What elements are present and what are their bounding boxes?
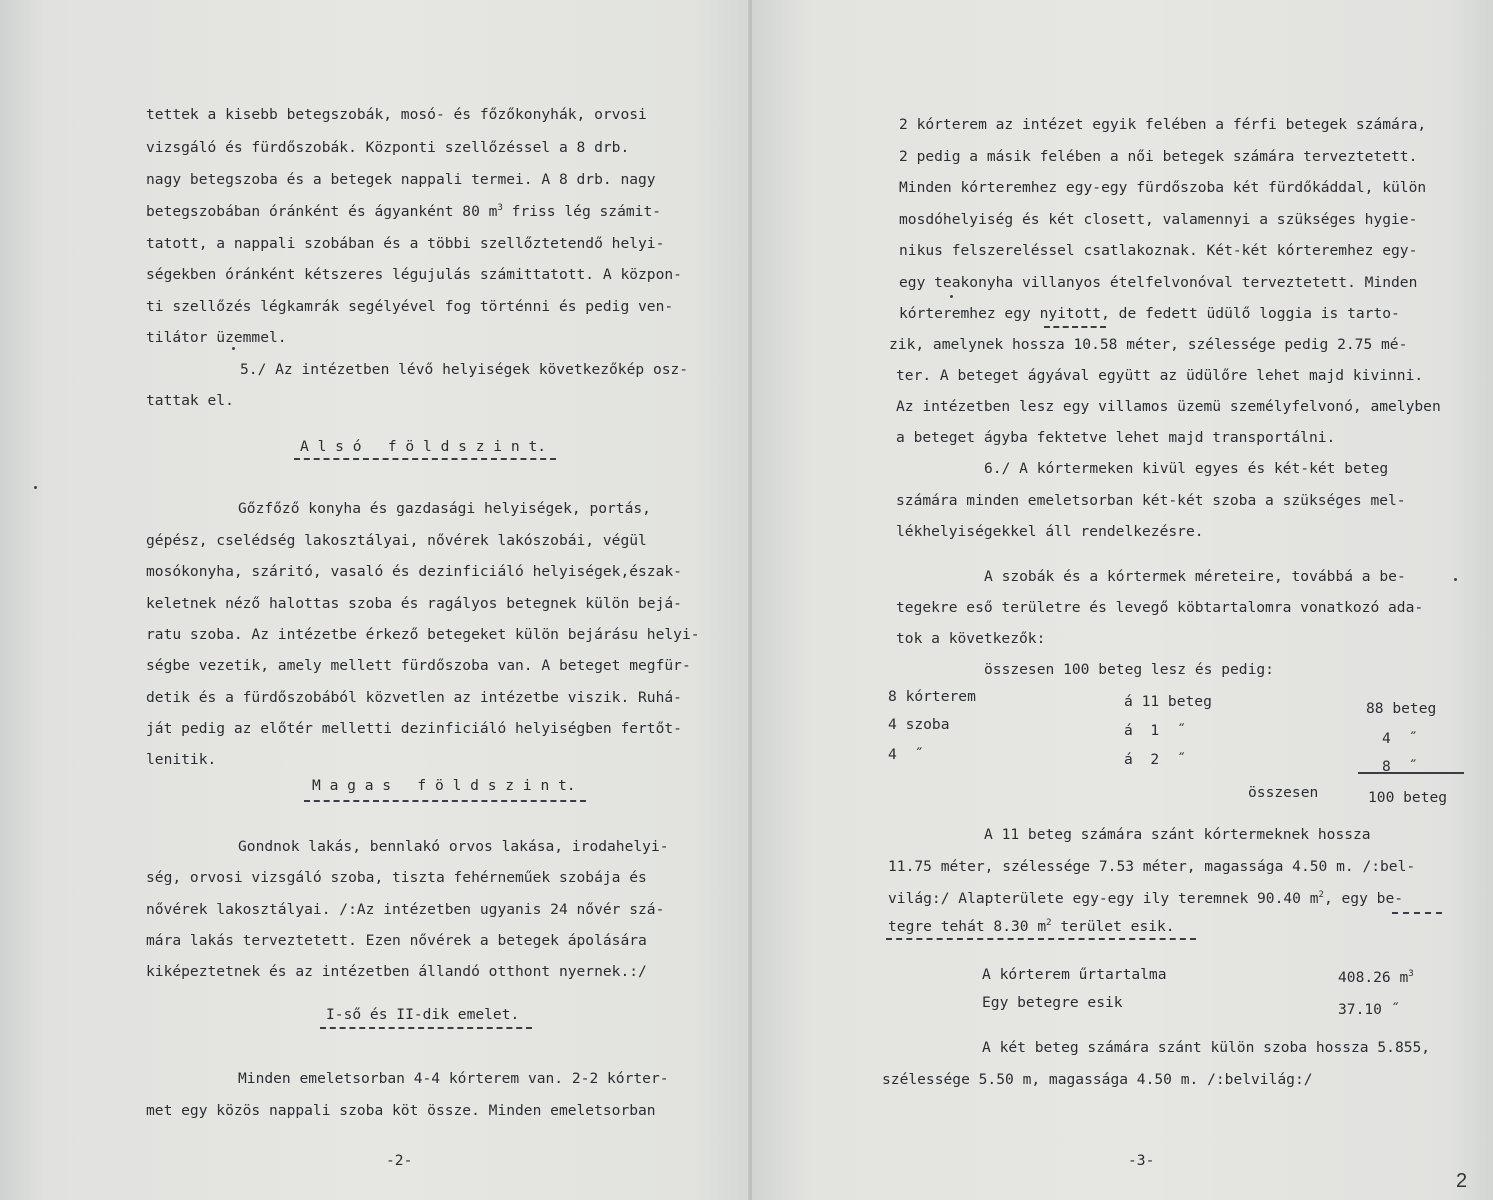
text-line: Gondnok lakás, bennlakó orvos lakása, irodahelyi- [238,838,669,855]
per-patient-value: 37.10 ˝ [1338,1001,1400,1018]
table-cell: á 11 beteg [1124,693,1212,710]
text-line: a beteget ágyba fektetve lehet majd transportálni. [896,429,1336,446]
text-line: 2 kórterem az intézet egyik felében a férfi betegek számára, [899,116,1427,133]
text-line: tok a következők: [896,630,1046,647]
text-line: 6./ A kórtermeken kivül egyes és két-két beteg [984,460,1389,477]
text-line: nagy betegszoba és a betegek nappali termei. A 8 drb. nagy [146,171,656,188]
text-line: tettek a kisebb betegszobák, mosó- és főzőkonyhák, orvosi [146,106,647,123]
total-value: 100 beteg [1368,789,1448,806]
text-line: lékhelyiségekkel áll rendelkezésre. [896,523,1204,540]
text-line: zik, amelynek hossza 10.58 méter, szélessége pedig 2.75 mé- [889,336,1408,353]
text-line: egy teakonyha villanyos ételfelvonóval terveztetett. Minden [899,274,1418,291]
text-line: ti szellőzés légkamrák segélyével fog történni és pedig ven- [146,298,674,315]
text-line: A szobák és a kórtermek méreteire, továbbá a be- [984,568,1406,585]
text-line: tegekre eső területre és levegő köbtartalomra vonatkozó ada- [896,599,1424,616]
text-line: tatott, a nappali szobában és a többi szellőztetendő helyi- [146,235,665,252]
page-number: -3- [1128,1152,1155,1169]
text-line: 5./ Az intézetben lévő helyiségek következőkép osz- [240,361,689,378]
corner-page-mark: 2 [1456,1170,1468,1192]
text-underline [1392,912,1442,914]
paper-speck [232,347,235,350]
text-line: összesen 100 beteg lesz és pedig: [984,661,1274,678]
text-line: kiképeztetnek és az intézetben állandó otthont nyernek.:/ [146,963,647,980]
table-cell: 8 kórterem [888,688,976,705]
text-line: nikus felszereléssel csatlakoznak. Két-két kórteremhez egy- [899,242,1418,259]
text-line: ját pedig az előtér melletti dezinficiáló helyiségben fertőt- [146,720,682,737]
heading-underline [304,800,586,802]
text-line: 11.75 méter, szélessége 7.53 méter, magassága 4.50 m. /:bel- [888,858,1416,875]
text-line: keletnek néző halottas szoba és ragályos betegnek külön bejá- [146,595,682,612]
text-line: betegszobában óránként és ágyanként 80 $m^3$ friss lég számit- [146,203,662,220]
table-cell: 4 szoba [888,716,950,733]
text-line: világ:/ Alapterülete egy-egy ily teremnek 90.40 $m^2$, egy be- [888,890,1404,907]
table-cell: á 2 ˝ [1124,751,1186,768]
text-line: A 11 beteg számára szánt kórtermeknek hossza [984,826,1371,843]
paper-speck [34,486,37,489]
text-line: gépész, cselédség lakosztályai, nővérek lakószobái, végül [146,532,647,549]
total-label: összesen [1248,784,1319,801]
text-line: szélessége 5.50 m, magassága 4.50 m. /:belvilág:/ [882,1071,1313,1088]
section-heading: M a g a s f ö l d s z i n t. [312,777,576,794]
text-line: ratu szoba. Az intézetbe érkező betegeket külön bejárásu helyi- [146,626,700,643]
text-line: tilátor üzemmel. [146,329,287,346]
section-heading: A l s ó f ö l d s z i n t. [300,438,547,455]
table-cell: 4 ˝ [1382,730,1418,747]
text-line: Minden emeletsorban 4-4 kórterem van. 2-2 kórter- [238,1070,669,1087]
paper-speck [950,295,953,298]
heading-underline [294,458,556,460]
text-line: ségekben óránként kétszeres légujulás számittatott. A közpon- [146,266,682,283]
table-cell: 88 beteg [1366,700,1437,717]
text-line: 2 pedig a másik felében a női betegek számára terveztetett. [899,148,1418,165]
section-heading: I-ső és II-dik emelet. [326,1006,520,1023]
volume-label: A kórterem űrtartalma [982,966,1167,983]
text-line: ter. A beteget ágyával együtt az üdülőre lehet majd kivinni. [896,367,1424,384]
text-line: tattak el. [146,392,234,409]
text-line: Gőzfőző konyha és gazdasági helyiségek, portás, [238,500,651,517]
text-line: tegre tehát 8.30 $m^2$ terület esik. [888,918,1175,935]
text-line: kórteremhez egy nyitott, de fedett üdülő loggia is tarto- [899,305,1400,322]
sum-line [1358,772,1464,774]
table-cell: 4 ˝ [888,746,924,763]
text-underline [886,938,1196,940]
text-line: ség, orvosi vizsgáló szoba, tiszta fehérneműek szobája és [146,869,647,886]
heading-underline [320,1027,532,1029]
page-number: -2- [386,1152,413,1169]
right-page [752,0,1493,1200]
text-line: ségbe vezetik, amely mellett fürdőszoba van. A beteget megfür- [146,657,691,674]
table-cell: á 1 ˝ [1124,722,1186,739]
paper-speck [1454,578,1457,581]
text-underline [1044,326,1106,328]
text-line: A két beteg számára szánt külön szoba hossza 5.855, [982,1039,1431,1056]
text-line: mára lakás terveztetett. Ezen nővérek a betegek ápolására [146,932,647,949]
text-line: detik és a fürdőszobából közvetlen az intézetbe viszik. Ruhá- [146,689,682,706]
text-line: met egy közös nappali szoba köt össze. Minden emeletsorban [146,1102,656,1119]
text-line: vizsgáló és fürdőszobák. Központi szellőzéssel a 8 drb. [146,139,630,156]
text-line: mosókonyha, száritó, vasaló és dezinficiáló helyiségek,észak- [146,563,682,580]
text-line: nővérek lakosztályai. /:Az intézetben ugyanis 24 nővér szá- [146,901,665,918]
text-line: számára minden emeletsorban két-két szoba a szükséges mel- [896,492,1406,509]
table-cell: 8 ˝ [1382,758,1418,775]
text-line: Az intézetben lesz egy villamos üzemü személyfelvonó, amelyben [896,398,1441,415]
volume-value: 408.26 $m^3$ [1338,969,1414,986]
text-line: mosdóhelyiség és két closett, valamennyi a szükséges hygie- [899,211,1418,228]
per-patient-label: Egy betegre esik [982,994,1123,1011]
text-line: lenitik. [146,751,217,768]
text-line: Minden kórteremhez egy-egy fürdőszoba két fürdőkáddal, külön [899,179,1427,196]
